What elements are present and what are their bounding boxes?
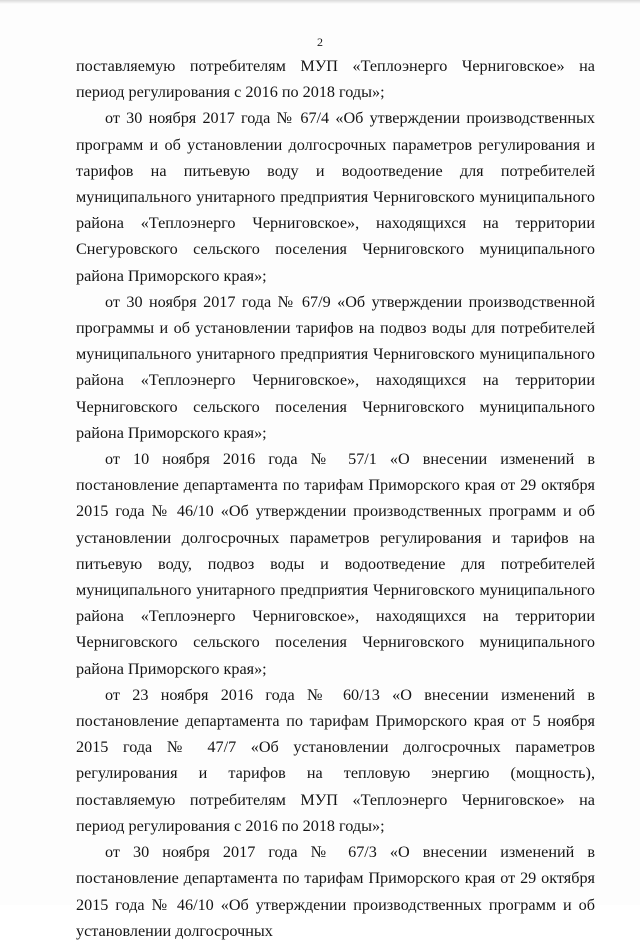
paragraph-decree-67-3: от 30 ноября 2017 года № 67/3 «О внесении изменений в постановление департамента по тарифам Приморского края от 29 октября 2015 года № 46/10 «Об утверждении производственных программ и об установлении долгосрочных	[76, 843, 595, 940]
page-number: 2	[317, 35, 323, 49]
scan-edge	[0, 0, 640, 4]
paragraph-decree-60-13: от 23 ноября 2016 года № 60/13 «О внесении изменений в постановление департамента по тарифам Приморского края от 5 ноября 2015 года № 47/7 «Об установлении долгосрочных параметров регулирования и тарифов на тепловую энергию (мощность), поставляемую потребителям МУП «Теплоэнерго Черниговское» на период регулирования с 2016 по 2018 годы»;	[76, 685, 595, 835]
document-body	[76, 53, 595, 944]
paragraph-continuation: поставляемую потребителям МУП «Теплоэнерго Черниговское» на период регулирования с 2016 по 2018 годы»;	[76, 57, 595, 102]
paragraph-decree-67-9: от 30 ноября 2017 года № 67/9 «Об утверждении производственной программы и об установлении тарифов на подвоз воды для потребителей муниципального унитарного предприятия Черниговского муниципального района «Теплоэнерго Черниговское», находящихся на территории Черниговского сельского поселения Черниговского муниципального района Приморского края»;	[76, 292, 595, 442]
paragraph-decree-57-1: от 10 ноября 2016 года № 57/1 «О внесении изменений в постановление департамента по тарифам Приморского края от 29 октября 2015 года № 46/10 «Об утверждении производственных программ и об установлении долгосрочных параметров регулирования и тарифов на питьевую воду, подвоз воды и водоотведение для потребителей муниципального унитарного предприятия Черниговского муниципального района «Теплоэнерго Черниговское», находящихся на территории Черниговского сельского поселения Черниговского муниципального района Приморского края»;	[76, 450, 595, 678]
paragraph-decree-67-4: от 30 ноября 2017 года № 67/4 «Об утверждении производственных программ и об установлении долгосрочных параметров регулирования и тарифов на питьевую воду и водоотведение для потребителей муниципального унитарного предприятия Черниговского муниципального района «Теплоэнерго Черниговское», находящихся на территории Снегуровского сельского поселения Черниговского муниципального района Приморского края»;	[76, 109, 595, 285]
